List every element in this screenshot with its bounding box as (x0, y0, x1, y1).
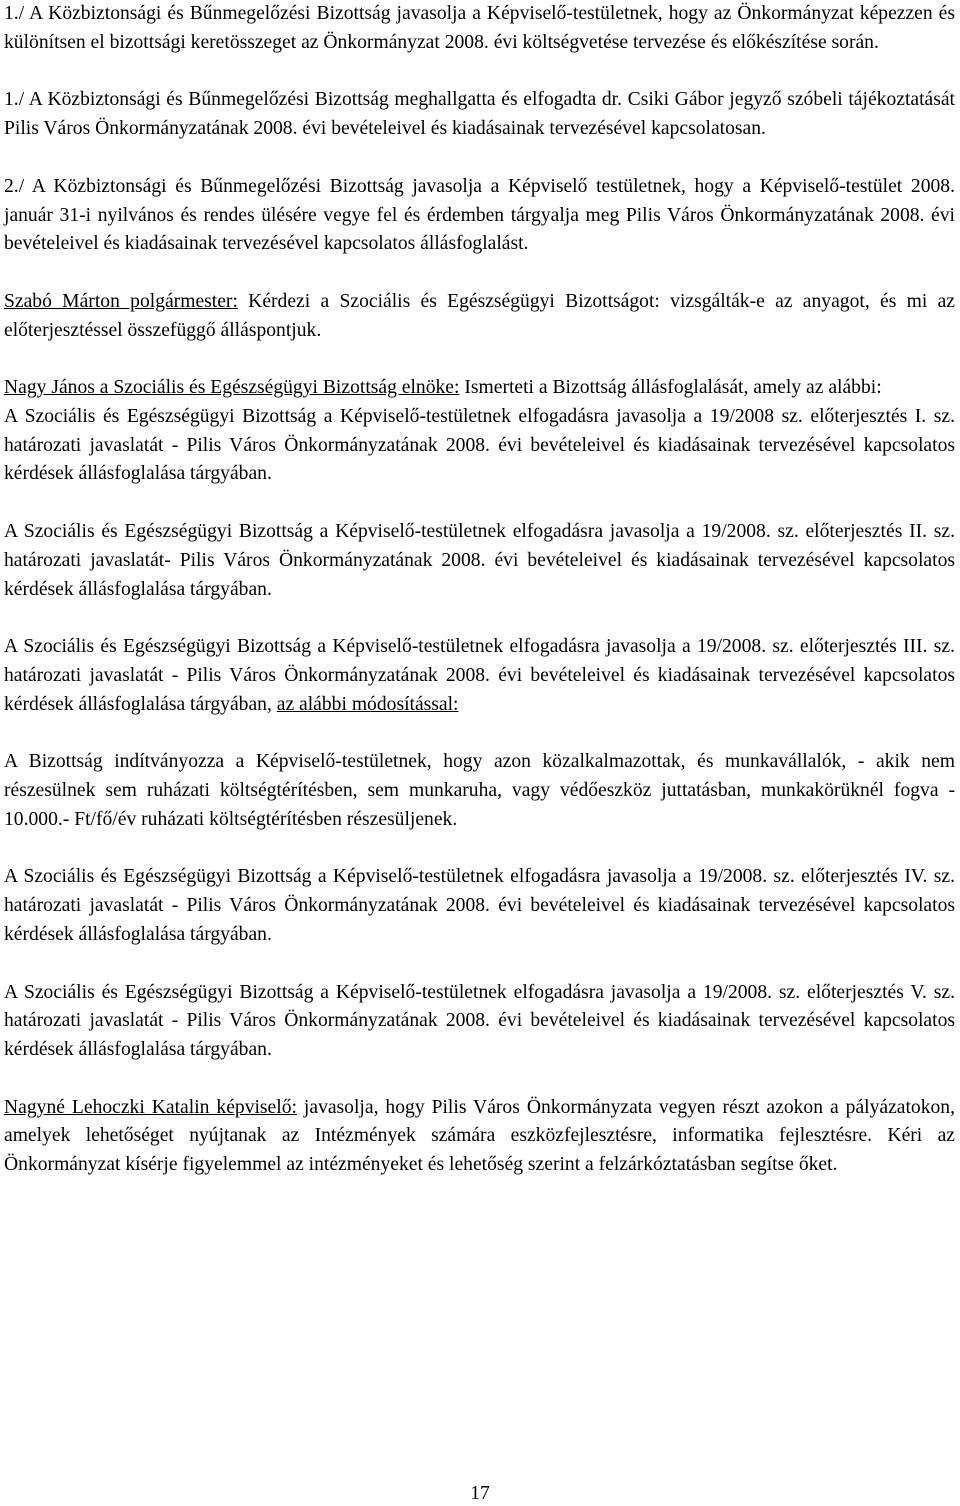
mayor-statement: Kérdezi a Szociális és Egészségügyi Bizottságot: vizsgálták-e az anyagot, és mi az előterjesztéssel összefüggő álláspontjuk. (4, 290, 955, 341)
paragraph-mayor-question (4, 288, 955, 345)
speaker-representative: Nagyné Lehoczki Katalin képviselő: (4, 1096, 297, 1118)
page-number: 17 (470, 1483, 490, 1504)
paragraph-committee-decision-2: 2./ A Közbiztonsági és Bűnmegelőzési Bizottság javasolja a Képviselő testületnek, hogy a Képviselő-testület 2008. január 31-i nyilvános és rendes ülésére vegye fel és érdemben tárgyalja meg Pilis Város Önkormányzatának 2008. évi bevételeivel és kiadásainak tervezésével kapcsolatos állásfoglalást. (4, 175, 955, 255)
paragraph-recommendation-budget: 1./ A Közbiztonsági és Bűnmegelőzési Bizottság javasolja a Képviselő-testületnek, hogy az Önkormányzat képezzen és különítsen el bizottsági keretösszeget az Önkormányzat 2008. évi költségvetése tervezése és előkészítése során. (4, 3, 955, 53)
representative-statement: javasolja, hogy Pilis Város Önkormányzata vegyen részt azokon a pályázatokon, amelyek lehetőséget nyújtanak az Intézmények számára eszközfejlesztésre, informatika fejlesztésre. Kéri az Önkormányzat kísérje figyelemmel az intézményeket és lehetőség szerint a felzárkóztatásban segítse őket. (4, 1096, 955, 1176)
paragraph-committee-decision-1: 1./ A Közbiztonsági és Bűnmegelőzési Bizottság meghallgatta és elfogadta dr. Csiki Gábor jegyző szóbeli tájékoztatását Pilis Város Önkormányzatának 2008. évi bevételeivel és kiadásainak tervezésével kapcsolatosan. (4, 89, 955, 140)
chair-statement: Ismerteti a Bizottság állásfoglalását, amely az alábbi: (459, 377, 882, 399)
paragraph-committee-chair-intro (4, 374, 955, 403)
paragraph-proposal-5: A Szociális és Egészségügyi Bizottság a Képviselő-testületnek elfogadásra javasolja a 19/2008. sz. előterjesztés V. sz. határozati javaslatát - Pilis Város Önkormányzatának 2008. évi bevételeivel és kiadásainak tervezésével kapcsolatos kérdések állásfoglalása tárgyában. (4, 981, 955, 1060)
proposal-3-amendment-label: az alábbi módosítással: (276, 693, 459, 715)
paragraph-representative-statement (4, 1094, 955, 1180)
speaker-committee-chair: Nagy János a Szociális és Egészségügyi Bizottság elnöke: (4, 377, 460, 399)
paragraph-proposal-4: A Szociális és Egészségügyi Bizottság a Képviselő-testületnek elfogadásra javasolja a 19/2008. sz. előterjesztés IV. sz. határozati javaslatát - Pilis Város Önkormányzatának 2008. évi bevételeivel és kiadásainak tervezésével kapcsolatos kérdések állásfoglalása tárgyában. (4, 866, 955, 945)
paragraph-proposal-2: A Szociális és Egészségügyi Bizottság a Képviselő-testületnek elfogadásra javasolja a 19/2008. sz. előterjesztés II. sz. határozati javaslatát- Pilis Város Önkormányzatának 2008. évi bevételeivel és kiadásainak tervezésével kapcsolatos kérdések állásfoglalása tárgyában. (4, 521, 955, 600)
speaker-mayor: Szabó Márton polgármester: (4, 290, 238, 312)
paragraph-clothing-allowance: A Bizottság indítványozza a Képviselő-testületnek, hogy azon közalkalmazottak, és munkavállalók, - akik nem részesülnek sem ruházati költségtérítésben, sem munkaruha, vagy védőeszköz juttatásban, munkakörüknél fogva - 10.000.- Ft/fő/év ruházati költségtérítésben részesüljenek. (4, 751, 955, 830)
paragraph-proposal-1: A Szociális és Egészségügyi Bizottság a Képviselő-testületnek elfogadásra javasolja a 19/2008 sz. előterjesztés I. sz. határozati javaslatát - Pilis Város Önkormányzatának 2008. évi bevételeivel és kiadásainak tervezésével kapcsolatos kérdések állásfoglalása tárgyában. (4, 406, 955, 485)
paragraph-proposal-3 (4, 633, 955, 719)
document-page (4, 0, 955, 1180)
proposal-3-text: A Szociális és Egészségügyi Bizottság a Képviselő-testületnek elfogadásra javasolja a 19/2008. sz. előterjesztés III. sz. határozati javaslatát - Pilis Város Önkormányzatának 2008. évi bevételeivel és kiadásainak tervezésével kapcsolatos kérdések állásfoglalása tárgyában, (4, 636, 955, 715)
